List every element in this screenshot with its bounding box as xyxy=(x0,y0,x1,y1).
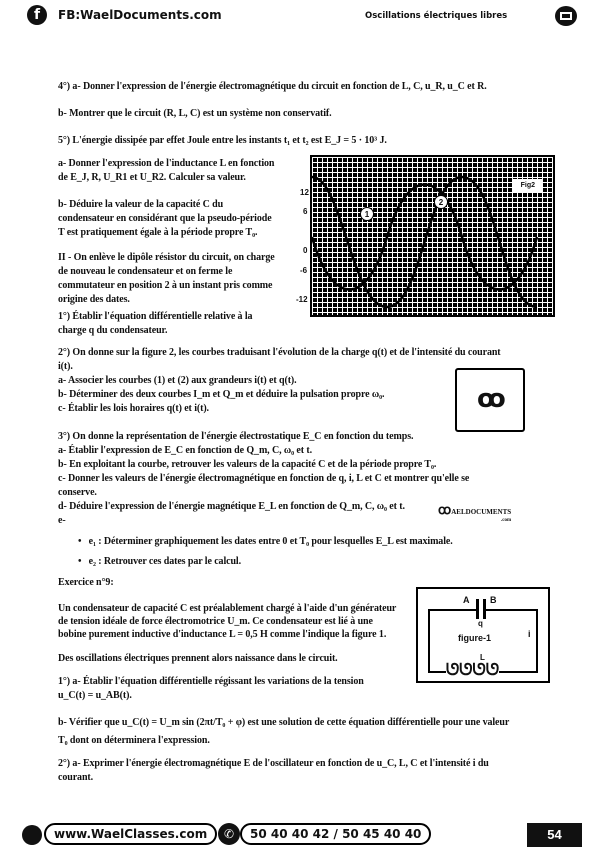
bullet-e1: • e₁ : Déterminer graphiquement les dates entre 0 et T₀ pour lesquelles E_L est maximale. xyxy=(78,536,453,547)
curve-1 xyxy=(312,177,537,307)
question: courant. xyxy=(58,772,94,783)
qr-logo-box xyxy=(455,368,525,432)
question: condensateur en considérant que la pseudo-période xyxy=(58,213,272,224)
page-number: 54 xyxy=(527,823,582,847)
facebook-link[interactable]: FB:WaelDocuments.com xyxy=(58,8,222,22)
question: b- Vérifier que u_C(t) = U_m sin (2πt/T₀ + φ) est une solution de cette équation différentielle pour une valeur xyxy=(58,717,510,728)
y-tick: -6 xyxy=(300,266,308,275)
question: Un condensateur de capacité C est préalablement chargé à l'aide d'un générateur xyxy=(58,603,397,614)
inductor-coil: ᘎᘎᘎᘎ xyxy=(446,660,500,679)
logo-sub: .com xyxy=(501,518,512,523)
bullet-text: e₁ : Déterminer graphiquement les dates entre 0 et T₀ pour lesquelles E_L est maximale. xyxy=(88,536,453,547)
question: 1°) Établir l'équation différentielle relative à la xyxy=(58,311,253,322)
y-tick: -12 xyxy=(296,295,308,304)
label-A: A xyxy=(463,595,470,605)
footer xyxy=(0,823,600,847)
phone-icon: ✆ xyxy=(218,823,240,845)
question: a- Donner l'expression de l'inductance L en fonction xyxy=(58,158,275,169)
question: charge q du condensateur. xyxy=(58,325,168,336)
question: b- En exploitant la courbe, retrouver les valeurs de la capacité C et de la période propre T₀. xyxy=(58,459,437,470)
bullet-e2: • e₂ : Retrouver ces dates par le calcul. xyxy=(78,556,242,567)
question: b- Déduire la valeur de la capacité C du xyxy=(58,199,224,210)
question: T₀ dont on déterminera l'expression. xyxy=(58,735,210,746)
logo-mark: ꝏ xyxy=(438,502,452,517)
logo-text: AELDOCUMENTS xyxy=(451,508,512,516)
question: i(t). xyxy=(58,361,73,372)
question: 4°) a- Donner l'expression de l'énergie électromagnétique du circuit en fonction de L, C, u_R, u_C et R. xyxy=(58,81,487,92)
globe-icon xyxy=(22,825,42,845)
figure-1-circuit xyxy=(416,587,550,683)
bullet-text: e₂ : Retrouver ces dates par le calcul. xyxy=(88,556,242,567)
question: 2°) On donne sur la figure 2, les courbes traduisant l'évolution de la charge q(t) et de l'intensité du courant xyxy=(58,347,501,358)
phone-numbers: 50 40 40 42 / 50 45 40 40 xyxy=(240,823,431,845)
y-tick: 12 xyxy=(300,188,309,197)
fig2-label: Fig2 xyxy=(513,179,543,192)
question: c- Établir les lois horaires q(t) et i(t). xyxy=(58,403,209,414)
question: a- Établir l'expression de E_C en fonction de Q_m, C, ω₀ et t. xyxy=(58,445,313,456)
waeldocuments-logo xyxy=(438,502,511,523)
figure-2-graph xyxy=(310,155,555,317)
label-B: B xyxy=(490,595,497,605)
question: de tension idéale de force électromotrice U_m. Ce condensateur est lié à une xyxy=(58,616,373,627)
question: 5°) L'énergie dissipée par effet Joule entre les instants t₁ et t₂ est E_J = 5 · 10³ J. xyxy=(58,135,387,146)
question: II - On enlève le dipôle résistor du circuit, on charge xyxy=(58,252,275,263)
exercise-title: Exercice n°9: xyxy=(58,577,114,588)
question: e- xyxy=(58,515,66,526)
question: 2°) a- Exprimer l'énergie électromagnétique E de l'oscillateur en fonction de u_C, L, C et l'intensité i du xyxy=(58,758,489,769)
question: a- Associer les courbes (1) et (2) aux grandeurs i(t) et q(t). xyxy=(58,375,297,386)
y-tick: 6 xyxy=(303,207,308,216)
question: T est pratiquement égale à la période propre T₀. xyxy=(58,227,258,238)
chapter-title: Oscillations électriques libres xyxy=(365,11,508,21)
label-i: i xyxy=(528,629,531,639)
question: d- Déduire l'expression de l'énergie magnétique E_L en fonction de Q_m, C, ω₀ et t. xyxy=(58,501,405,512)
question: c- Donner les valeurs de l'énergie électromagnétique en fonction de q, i, L et C et montrer qu'elle se xyxy=(58,473,470,484)
question: 3°) On donne la représentation de l'énergie électrostatique E_C en fonction du temps. xyxy=(58,431,414,442)
question: de E_J, R, U_R1 et U_R2. Calculer sa valeur. xyxy=(58,172,246,183)
question: b- Montrer que le circuit (R, L, C) est un système non conservatif. xyxy=(58,108,332,119)
question: u_C(t) = u_AB(t). xyxy=(58,690,132,701)
capacitor xyxy=(476,599,486,619)
question: 1°) a- Établir l'équation différentielle régissant les variations de la tension xyxy=(58,676,364,687)
book-icon xyxy=(555,6,577,26)
curve-2-label: 2 xyxy=(434,195,448,209)
question: de nouveau le condensateur et on ferme le xyxy=(58,266,233,277)
question: conserve. xyxy=(58,487,97,498)
label-L: L xyxy=(480,653,485,662)
figure-label: figure-1 xyxy=(458,633,492,643)
website-link[interactable]: www.WaelClasses.com xyxy=(44,823,217,845)
curve-1-label: 1 xyxy=(360,207,374,221)
question: bobine purement inductive d'inductance L = 0,5 H comme l'indique la figure 1. xyxy=(58,629,387,640)
facebook-icon: f xyxy=(27,5,47,25)
question: b- Déterminer des deux courbes I_m et Q_m et déduire la pulsation propre ω₀. xyxy=(58,389,385,400)
question: origine des dates. xyxy=(58,294,130,305)
logo-icon: ꝏ xyxy=(477,384,506,414)
y-tick: 0 xyxy=(303,246,308,255)
question: commutateur en position 2 à un instant pris comme xyxy=(58,280,273,291)
label-q: q xyxy=(478,619,483,628)
question: Des oscillations électriques prennent alors naissance dans le circuit. xyxy=(58,653,338,664)
